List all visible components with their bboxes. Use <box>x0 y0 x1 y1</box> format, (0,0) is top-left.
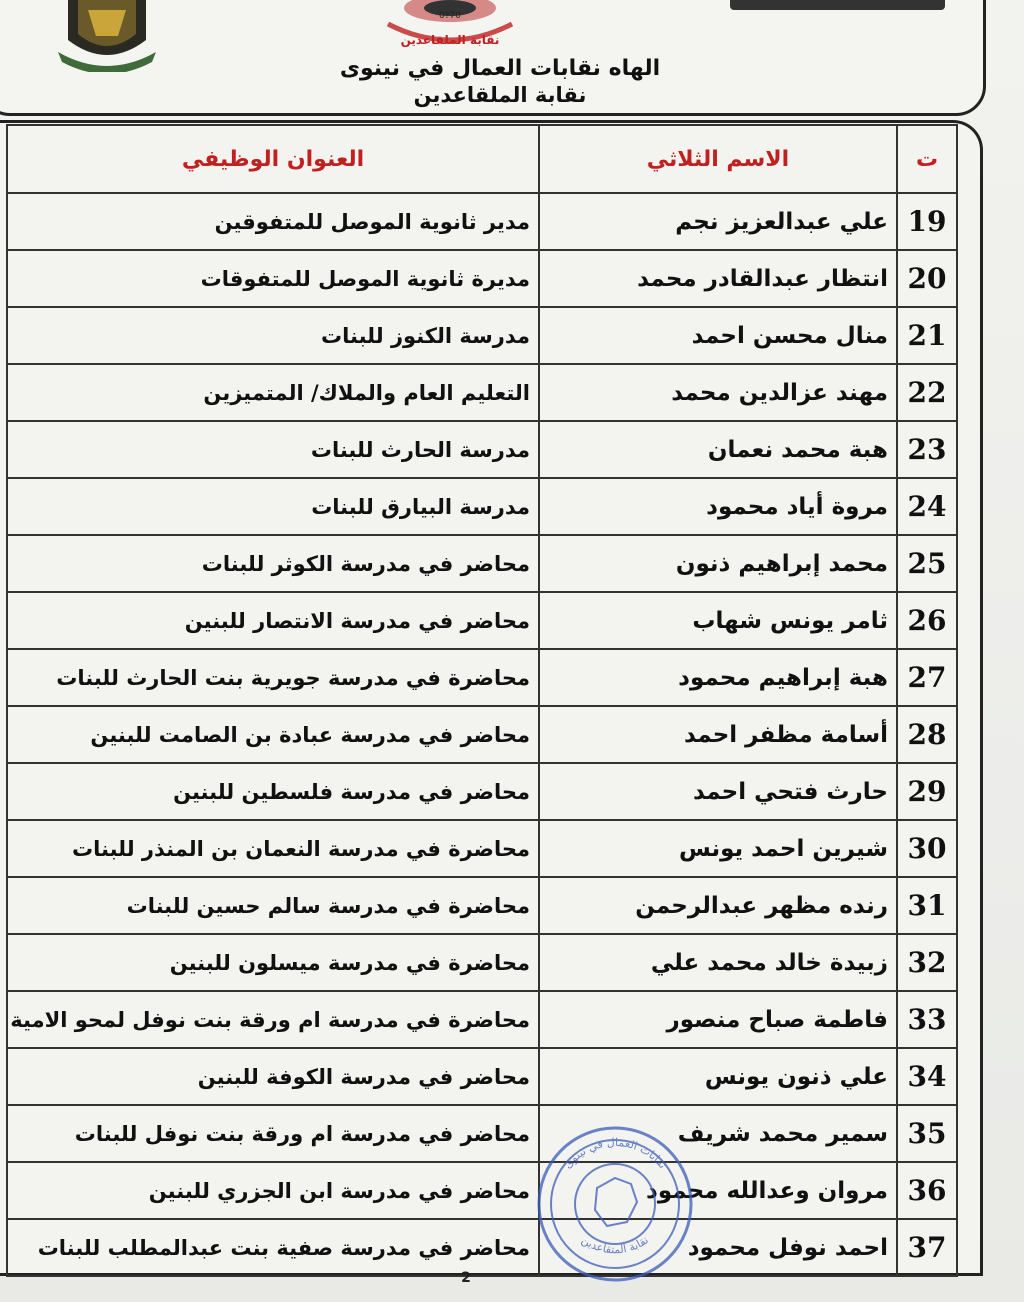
table-row <box>7 934 957 991</box>
header-union-name: نقابة الملقاعدين <box>413 83 587 107</box>
logo-caption: نقابة الملقاعدين <box>400 33 500 47</box>
row-name: فاطمة صباح منصور <box>539 991 897 1048</box>
header-name: الاسم الثلاثي <box>539 125 897 193</box>
row-job-title: مدير ثانوية الموصل للمتفوقين <box>7 193 539 250</box>
table-row <box>7 364 957 421</box>
row-name: ثامر يونس شهاب <box>539 592 897 649</box>
row-job-title: محاضر في مدرسة عبادة بن الصامت للبنين <box>7 706 539 763</box>
row-number: 35 <box>897 1105 957 1162</box>
row-number: 26 <box>897 592 957 649</box>
row-name: حارث فتحي احمد <box>539 763 897 820</box>
row-number: 29 <box>897 763 957 820</box>
row-number: 32 <box>897 934 957 991</box>
row-job-title: التعليم العام والملاك/ المتميزين <box>7 364 539 421</box>
table-row <box>7 706 957 763</box>
table-row <box>7 250 957 307</box>
row-number: 31 <box>897 877 957 934</box>
stamp-bottom-text: نقابة المتقاعدين <box>579 1233 651 1257</box>
table-header-row <box>7 125 957 193</box>
table-row <box>7 535 957 592</box>
row-name: احمد نوفل محمود <box>539 1219 897 1276</box>
row-job-title: مديرة ثانوية الموصل للمتفوقات <box>7 250 539 307</box>
row-job-title: محاضر في مدرسة الكوثر للبنات <box>7 535 539 592</box>
row-number: 36 <box>897 1162 957 1219</box>
table-row <box>7 1048 957 1105</box>
row-job-title: مدرسة الحارث للبنات <box>7 421 539 478</box>
row-job-title: محاضرة في مدرسة النعمان بن المنذر للبنات <box>7 820 539 877</box>
row-name: علي ذنون يونس <box>539 1048 897 1105</box>
svg-text:0?70: 0?70 <box>439 11 461 21</box>
row-name: مروة أياد محمود <box>539 478 897 535</box>
row-job-title: محاضر في مدرسة الانتصار للبنين <box>7 592 539 649</box>
table-row <box>7 1162 957 1219</box>
row-number: 20 <box>897 250 957 307</box>
table-row <box>7 877 957 934</box>
table-row <box>7 820 957 877</box>
row-job-title: محاضرة في مدرسة ميسلون للبنين <box>7 934 539 991</box>
header-dark-bar <box>730 0 945 10</box>
row-name: انتظار عبدالقادر محمد <box>539 250 897 307</box>
table-row <box>7 1219 957 1276</box>
row-name: رنده مظهر عبدالرحمن <box>539 877 897 934</box>
row-number: 27 <box>897 649 957 706</box>
row-number: 24 <box>897 478 957 535</box>
row-name: علي عبدالعزيز نجم <box>539 193 897 250</box>
header-number: ت <box>897 125 957 193</box>
row-job-title: مدرسة الكنوز للبنات <box>7 307 539 364</box>
row-number: 37 <box>897 1219 957 1276</box>
header-job-title: العنوان الوظيفي <box>7 125 539 193</box>
table-row <box>7 307 957 364</box>
table-row <box>7 193 957 250</box>
row-job-title: محاضر في مدرسة ابن الجزري للبنين <box>7 1162 539 1219</box>
national-emblem-icon <box>48 0 166 72</box>
row-name: محمد إبراهيم ذنون <box>539 535 897 592</box>
table-row <box>7 991 957 1048</box>
row-name: هبة إبراهيم محمود <box>539 649 897 706</box>
row-name: هبة محمد نعمان <box>539 421 897 478</box>
table-row <box>7 1105 957 1162</box>
row-name: زبيدة خالد محمد علي <box>539 934 897 991</box>
table-row <box>7 478 957 535</box>
table-body <box>7 193 957 1276</box>
row-name: مهند عزالدين محمد <box>539 364 897 421</box>
row-number: 33 <box>897 991 957 1048</box>
table-row <box>7 592 957 649</box>
union-logo-icon <box>380 0 520 48</box>
row-job-title: محاضر في مدرسة الكوفة للبنين <box>7 1048 539 1105</box>
table-row <box>7 763 957 820</box>
row-number: 30 <box>897 820 957 877</box>
row-job-title: محاضرة في مدرسة ام ورقة بنت نوفل لمحو الامية <box>7 991 539 1048</box>
row-name: سمير محمد شريف <box>539 1105 897 1162</box>
row-job-title: محاضرة في مدرسة جويرية بنت الحارث للبنات <box>7 649 539 706</box>
row-number: 34 <box>897 1048 957 1105</box>
stamp-top-text: نقابات العمال في نينوى <box>561 1135 670 1172</box>
document-header <box>200 56 800 107</box>
row-name: أسامة مظفر احمد <box>539 706 897 763</box>
row-job-title: محاضرة في مدرسة سالم حسين للبنات <box>7 877 539 934</box>
header-organization: الهاه نقابات العمال في نينوى <box>339 56 661 81</box>
members-table <box>6 124 958 1277</box>
row-number: 25 <box>897 535 957 592</box>
row-number: 21 <box>897 307 957 364</box>
row-number: 19 <box>897 193 957 250</box>
row-name: شيرين احمد يونس <box>539 820 897 877</box>
table-row <box>7 421 957 478</box>
row-job-title: محاضر في مدرسة صفية بنت عبدالمطلب للبنات <box>7 1219 539 1276</box>
page-number: 2 <box>461 1270 471 1286</box>
row-number: 22 <box>897 364 957 421</box>
row-name: مروان وعدالله محمود <box>539 1162 897 1219</box>
row-job-title: محاضر في مدرسة ام ورقة بنت نوفل للبنات <box>7 1105 539 1162</box>
row-name: منال محسن احمد <box>539 307 897 364</box>
row-job-title: محاضر في مدرسة فلسطين للبنين <box>7 763 539 820</box>
table-row <box>7 649 957 706</box>
row-number: 23 <box>897 421 957 478</box>
row-job-title: مدرسة البيارق للبنات <box>7 478 539 535</box>
row-number: 28 <box>897 706 957 763</box>
